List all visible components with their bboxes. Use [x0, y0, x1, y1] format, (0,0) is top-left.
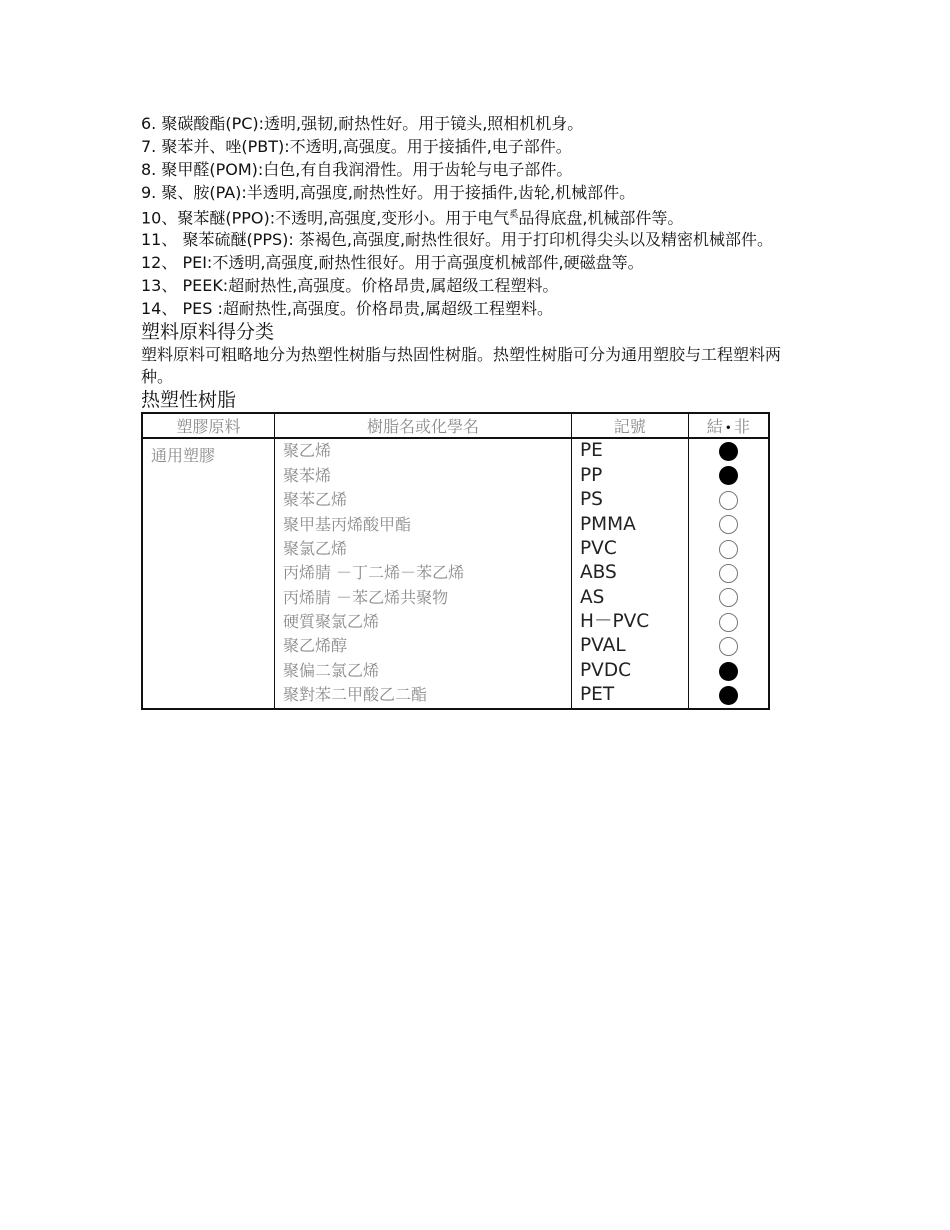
resin-name: 聚乙烯醇 [283, 636, 348, 656]
resin-name: 聚甲基丙烯酸甲酯 [283, 514, 412, 534]
resin-symbol: PMMA [580, 513, 636, 535]
table-row [142, 438, 769, 708]
resin-name: 聚對苯二甲酸乙二酯 [283, 685, 428, 705]
document-page [141, 112, 781, 710]
list-item: 11、 聚苯硫醚(PPS): 茶褐色,高强度,耐热性很好。用于打印机得尖头以及精密机械部件。 [141, 230, 774, 250]
table-header-row [142, 413, 769, 438]
resin-name: 聚偏二氯乙烯 [283, 660, 380, 680]
resin-mark [689, 634, 768, 658]
resin-symbol: H－PVC [580, 611, 650, 633]
header-name: 樹脂名或化學名 [275, 413, 572, 438]
filled-circle-icon [719, 686, 738, 705]
resin-mark [689, 488, 768, 512]
list-item-glyph: 奚 [509, 210, 519, 220]
table-title: 热塑性树脂 [141, 389, 237, 412]
resin-name: 丙烯腈 －丁二烯－苯乙烯 [283, 563, 465, 583]
resin-mark [689, 439, 768, 463]
resin-name: 聚氯乙烯 [283, 538, 348, 558]
section-paragraph: 塑料原料可粗略地分为热塑性树脂与热固性树脂。热塑性树脂可分为通用塑胶与工程塑料两种。 [141, 345, 782, 387]
symbols-cell [572, 438, 689, 708]
resin-name: 聚苯烯 [283, 465, 332, 485]
open-circle-icon [719, 491, 738, 510]
list-item-text: 10、聚苯醚(PPO):不透明,高强度,变形小。用于电气 [141, 208, 510, 228]
header-mark-sep: • [724, 421, 732, 436]
resin-mark [689, 659, 768, 683]
marks-cell [688, 438, 769, 708]
resin-name: 丙烯腈 －苯乙烯共聚物 [283, 587, 449, 607]
names-cell [275, 438, 572, 708]
resin-symbol: PE [580, 440, 603, 462]
resin-mark [689, 561, 768, 585]
plastic-list [141, 112, 781, 320]
filled-circle-icon [719, 442, 738, 461]
filled-circle-icon [719, 662, 738, 681]
resin-mark [689, 537, 768, 561]
resin-symbol: AS [580, 586, 605, 608]
header-category: 塑膠原料 [142, 413, 275, 438]
resin-mark [689, 610, 768, 634]
resin-symbol: PET [580, 684, 615, 706]
list-item: 7. 聚苯并、唑(PBT):不透明,高强度。用于接插件,电子部件。 [141, 137, 572, 156]
open-circle-icon [719, 613, 738, 632]
resin-symbol: PVDC [580, 659, 632, 681]
section-title: 塑料原料得分类 [141, 321, 275, 344]
resin-symbol: ABS [580, 562, 617, 584]
list-item: 13、 PEEK:超耐热性,高强度。价格昂贵,属超级工程塑料。 [141, 276, 559, 296]
resin-symbol: PS [580, 489, 603, 511]
list-item: 8. 聚甲醛(POM):白色,有自我润滑性。用于齿轮与电子部件。 [141, 160, 573, 179]
mark-list [689, 439, 768, 707]
header-mark-right: 非 [733, 417, 750, 437]
list-item: 9. 聚、胺(PA):半透明,高强度,耐热性好。用于接插件,齿轮,机械部件。 [141, 183, 636, 202]
resin-symbol: PVC [580, 537, 617, 559]
resin-name: 聚乙烯 [283, 441, 332, 461]
resin-table [141, 412, 770, 709]
resin-mark [689, 586, 768, 610]
resin-mark [689, 464, 768, 488]
open-circle-icon [719, 515, 738, 534]
resin-name-list [275, 439, 571, 707]
open-circle-icon [719, 588, 738, 607]
resin-name: 聚苯乙烯 [283, 490, 348, 510]
list-item-tail: 品得底盘,机械部件等。 [518, 208, 684, 228]
list-item [141, 204, 781, 229]
list-item: 14、 PES :超耐热性,高强度。价格昂贵,属超级工程塑料。 [141, 299, 554, 319]
header-mark [688, 413, 769, 438]
list-item: 12、 PEI:不透明,高强度,耐热性很好。用于高强度机械部件,硬磁盘等。 [141, 253, 644, 273]
header-symbol: 記號 [572, 413, 689, 438]
open-circle-icon [719, 540, 738, 559]
open-circle-icon [719, 564, 738, 583]
resin-mark [689, 513, 768, 537]
header-mark-left: 結 [706, 417, 723, 437]
symbol-list [572, 439, 688, 707]
open-circle-icon [719, 637, 738, 656]
resin-name: 硬質聚氯乙烯 [283, 612, 380, 632]
resin-mark [689, 683, 768, 707]
resin-symbol: PP [580, 464, 603, 486]
filled-circle-icon [719, 466, 738, 485]
list-item: 6. 聚碳酸酯(PC):透明,强韧,耐热性好。用于镜头,照相机机身。 [141, 114, 584, 133]
category-label: 通用塑膠 [151, 446, 216, 466]
category-cell [142, 438, 275, 708]
resin-symbol: PVAL [580, 635, 626, 657]
